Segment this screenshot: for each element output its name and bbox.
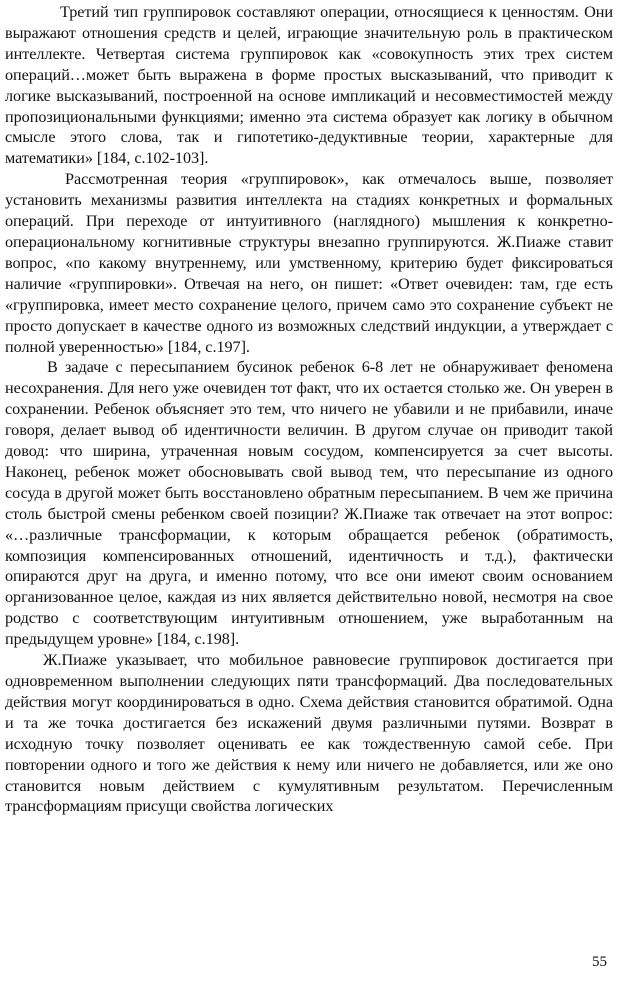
page-number: 55 xyxy=(592,954,607,970)
paragraph-bead-task: В задаче с пересыпанием бусинок ребенок 6-8 лет не обнаруживает феномена несохранения. Для него уже очевиден тот факт, что их остается столько же. Он уверен в сохранении. Ребенок объясняет это тем, что ничего не убавили и не прибавили, иначе говоря, делает вывод об идентичности величин. В другом случае он приводит такой довод: что ширина, утраченная новым сосудом, компенсируется за счет высоты. Наконец, ребенок может обосновывать свой вывод тем, что пересыпание из одного сосуда в другой может быть восстановлено обратным пересыпанием. В чем же причина столь быстрой смены ребенком своей позиции? Ж.Пиаже так отвечает на этот вопрос: «…различные трансформации, к которым обращается ребенок (обратимость, композиция компенсированных отношений, идентичность и т.д.), фактически опираются друг на друга, и именно потому, что все они имеют своим основанием организованное целое, каждая из них является действительно новой, несмотря на свое родство с соответствующим интуитивным отношением, уже выработанным на предыдущем уровне» [184, с.198]. xyxy=(5,358,613,649)
paragraph-grouping-types: Третий тип группировок составляют операции, относящиеся к ценностям. Они выражают отношения средств и целей, играющие значительную роль в практическом интеллекте. Четвертая система группировок как «совокупность этих трех систем операций…может быть выражена в форме простых высказываний, что приводит к логике высказываний, построенной на основе импликаций и несовместимостей между пропозициональными функциями; именно эта система образует как логику в обычном смысле этого слова, так и гипотетико-дедуктивные теории, характерные для математики» [184, с.102-103]. xyxy=(5,3,613,168)
paragraph-grouping-theory: Рассмотренная теория «группировок», как отмечалось выше, позволяет установить механизмы развития интеллекта на стадиях конкретных и формальных операций. При переходе от интуитивного (наглядного) мышления к конкретно-операциональному когнитивные структуры внезапно группируются. Ж.Пиаже ставит вопрос, «по какому внутреннему, или умственному, критерию будет фиксироваться наличие «группировки». Отвечая на него, он пишет: «Ответ очевиден: там, где есть «группировка, имеет место сохранение целого, причем само это сохранение субъект не просто допускает в качестве одного из возможных следствий индукции, а утверждает с полной уверенностью» [184, с.197]. xyxy=(5,170,613,356)
paragraph-mobile-equilibrium: Ж.Пиаже указывает, что мобильное равновесие группировок достигается при одновременном выполнении следующих пяти трансформаций. Два последовательных действия могут координироваться в одно. Схема действия становится обратимой. Одна и та же точка достигается без искажений двумя различными путями. Возврат в исходную точку позволяет оценивать ее как тождественную самой себе. При повторении одного и того же действия к нему или ничего не добавляется, или же оно становится новым действием с кумулятивным результатом. Перечисленным трансформациям присущи свойства логических xyxy=(5,651,613,816)
page-body xyxy=(5,2,613,817)
